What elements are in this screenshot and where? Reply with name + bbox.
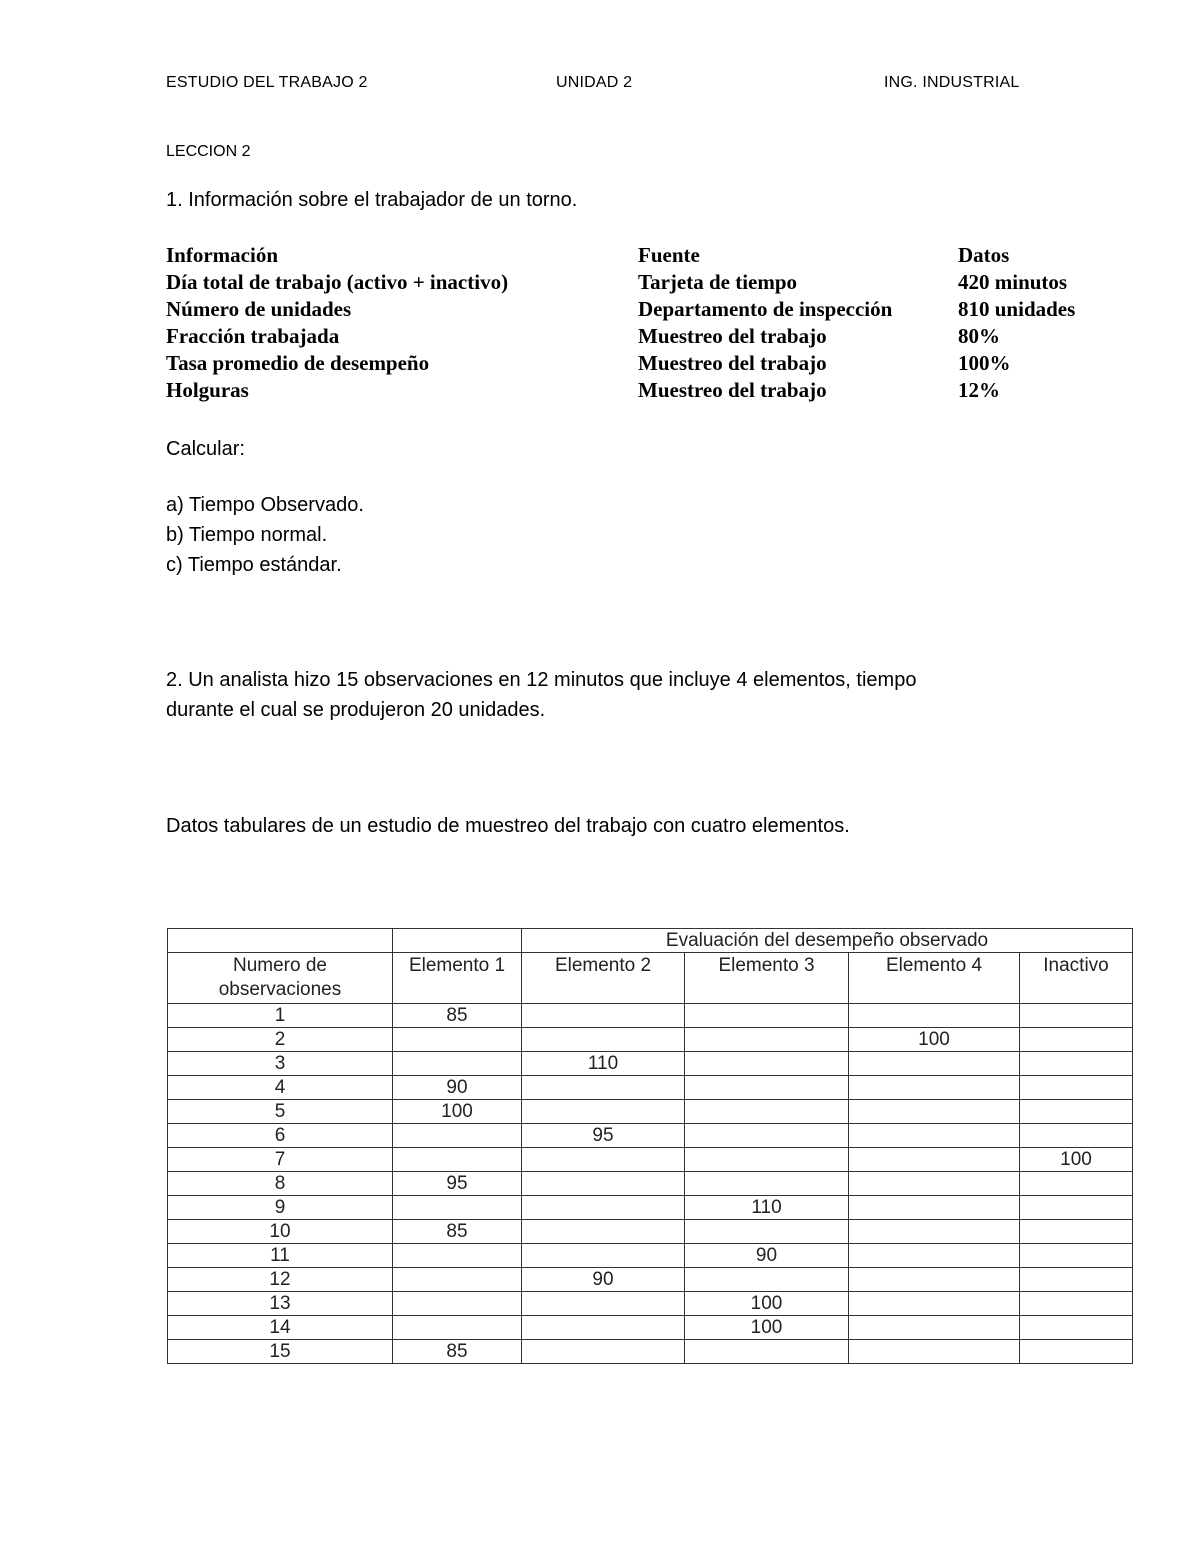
info-cell-source: Departamento de inspección bbox=[638, 297, 893, 321]
cell-inactive bbox=[1020, 1220, 1133, 1244]
observation-table bbox=[167, 928, 1133, 1364]
cell-inactive bbox=[1020, 1316, 1133, 1340]
cell-element-4 bbox=[849, 1220, 1020, 1244]
info-cell-value: 100% bbox=[958, 351, 1011, 375]
table-row bbox=[168, 1028, 1133, 1052]
problem2-line1: 2. Un analista hizo 15 observaciones en 12 minutos que incluye 4 elementos, tiempo bbox=[166, 669, 917, 691]
col-header-obs-line1: Numero de bbox=[233, 955, 327, 976]
info-cell-info: Día total de trabajo (activo + inactivo) bbox=[166, 270, 509, 294]
cell-inactive bbox=[1020, 1124, 1133, 1148]
col-header-element-1: Elemento 1 bbox=[393, 953, 522, 1004]
cell-inactive bbox=[1020, 1340, 1133, 1364]
info-table-row bbox=[166, 377, 1108, 404]
cell-obs-number: 1 bbox=[168, 1004, 393, 1028]
info-header-value: Datos bbox=[958, 243, 1010, 267]
cell-element-3 bbox=[685, 1172, 849, 1196]
cell-element-2 bbox=[522, 1004, 685, 1028]
cell-element-1 bbox=[393, 1268, 522, 1292]
cell-element-2 bbox=[522, 1340, 685, 1364]
cell-element-4 bbox=[849, 1124, 1020, 1148]
col-header-obs-line2: observaciones bbox=[218, 979, 342, 1000]
cell-element-2: 95 bbox=[522, 1124, 685, 1148]
info-header-info: Información bbox=[166, 243, 278, 267]
cell-element-4 bbox=[849, 1052, 1020, 1076]
table-row bbox=[168, 1340, 1133, 1364]
lesson-title: LECCION 2 bbox=[166, 143, 251, 160]
cell-element-2 bbox=[522, 1316, 685, 1340]
info-cell-value: 420 minutos bbox=[958, 270, 1068, 294]
calc-item-c: c) Tiempo estándar. bbox=[166, 554, 342, 576]
cell-element-4 bbox=[849, 1292, 1020, 1316]
blank-header-cell bbox=[393, 929, 522, 953]
info-table-header bbox=[166, 242, 1108, 269]
cell-element-2 bbox=[522, 1076, 685, 1100]
cell-element-1: 85 bbox=[393, 1004, 522, 1028]
cell-element-2 bbox=[522, 1292, 685, 1316]
info-cell-value: 12% bbox=[958, 378, 1000, 402]
cell-element-3 bbox=[685, 1340, 849, 1364]
cell-element-4 bbox=[849, 1244, 1020, 1268]
info-cell-value: 80% bbox=[958, 324, 1000, 348]
cell-element-2 bbox=[522, 1148, 685, 1172]
info-header-source: Fuente bbox=[638, 243, 700, 267]
cell-element-3 bbox=[685, 1220, 849, 1244]
cell-obs-number: 4 bbox=[168, 1076, 393, 1100]
cell-element-1 bbox=[393, 1148, 522, 1172]
cell-obs-number: 2 bbox=[168, 1028, 393, 1052]
cell-element-1 bbox=[393, 1124, 522, 1148]
problem2-line2: durante el cual se produjeron 20 unidades. bbox=[166, 699, 546, 721]
calc-item-b: b) Tiempo normal. bbox=[166, 524, 328, 546]
info-table-row bbox=[166, 350, 1108, 377]
cell-element-4 bbox=[849, 1100, 1020, 1124]
cell-element-2: 90 bbox=[522, 1268, 685, 1292]
cell-inactive bbox=[1020, 1004, 1133, 1028]
cell-element-1: 95 bbox=[393, 1172, 522, 1196]
col-header-element-4: Elemento 4 bbox=[849, 953, 1020, 1004]
cell-element-3 bbox=[685, 1268, 849, 1292]
info-table-row bbox=[166, 296, 1108, 323]
info-cell-source: Muestreo del trabajo bbox=[638, 324, 827, 348]
cell-element-3 bbox=[685, 1028, 849, 1052]
cell-obs-number: 8 bbox=[168, 1172, 393, 1196]
cell-inactive bbox=[1020, 1244, 1133, 1268]
cell-element-3: 90 bbox=[685, 1244, 849, 1268]
cell-inactive bbox=[1020, 1028, 1133, 1052]
cell-element-3: 100 bbox=[685, 1316, 849, 1340]
cell-element-1: 85 bbox=[393, 1220, 522, 1244]
column-header-row bbox=[168, 953, 1133, 1004]
problem2-subtitle: Datos tabulares de un estudio de muestreo del trabajo con cuatro elementos. bbox=[166, 815, 850, 837]
problem1-title: 1. Información sobre el trabajador de un torno. bbox=[166, 189, 578, 211]
cell-element-1 bbox=[393, 1316, 522, 1340]
table-row bbox=[168, 1316, 1133, 1340]
calc-item-a: a) Tiempo Observado. bbox=[166, 494, 364, 516]
group-header: Evaluación del desempeño observado bbox=[522, 929, 1133, 953]
cell-element-4 bbox=[849, 1148, 1020, 1172]
cell-element-2 bbox=[522, 1172, 685, 1196]
cell-element-3 bbox=[685, 1100, 849, 1124]
header-program: ING. INDUSTRIAL bbox=[884, 74, 1020, 91]
cell-obs-number: 5 bbox=[168, 1100, 393, 1124]
col-header-element-2: Elemento 2 bbox=[522, 953, 685, 1004]
cell-element-1: 100 bbox=[393, 1100, 522, 1124]
table-row bbox=[168, 1100, 1133, 1124]
cell-element-1 bbox=[393, 1244, 522, 1268]
col-header-element-3: Elemento 3 bbox=[685, 953, 849, 1004]
cell-element-1 bbox=[393, 1052, 522, 1076]
header-course: ESTUDIO DEL TRABAJO 2 bbox=[166, 74, 368, 91]
cell-element-3: 110 bbox=[685, 1196, 849, 1220]
table-row bbox=[168, 1052, 1133, 1076]
info-cell-value: 810 unidades bbox=[958, 297, 1076, 321]
cell-element-4 bbox=[849, 1316, 1020, 1340]
cell-obs-number: 13 bbox=[168, 1292, 393, 1316]
cell-element-3 bbox=[685, 1148, 849, 1172]
cell-obs-number: 6 bbox=[168, 1124, 393, 1148]
blank-header-cell bbox=[168, 929, 393, 953]
info-cell-source: Muestreo del trabajo bbox=[638, 378, 827, 402]
cell-inactive bbox=[1020, 1196, 1133, 1220]
info-table-row bbox=[166, 323, 1108, 350]
table-row bbox=[168, 1004, 1133, 1028]
cell-inactive bbox=[1020, 1100, 1133, 1124]
table-row bbox=[168, 1148, 1133, 1172]
info-cell-info: Tasa promedio de desempeño bbox=[166, 351, 430, 375]
table-row bbox=[168, 1268, 1133, 1292]
cell-element-3 bbox=[685, 1004, 849, 1028]
table-row bbox=[168, 1196, 1133, 1220]
cell-obs-number: 7 bbox=[168, 1148, 393, 1172]
header-unit: UNIDAD 2 bbox=[556, 74, 633, 91]
cell-element-2 bbox=[522, 1220, 685, 1244]
cell-element-4 bbox=[849, 1172, 1020, 1196]
info-cell-source: Muestreo del trabajo bbox=[638, 351, 827, 375]
cell-element-3 bbox=[685, 1124, 849, 1148]
cell-element-1 bbox=[393, 1196, 522, 1220]
cell-inactive bbox=[1020, 1292, 1133, 1316]
cell-obs-number: 3 bbox=[168, 1052, 393, 1076]
cell-element-4 bbox=[849, 1076, 1020, 1100]
cell-element-1 bbox=[393, 1292, 522, 1316]
cell-element-1 bbox=[393, 1028, 522, 1052]
cell-inactive: 100 bbox=[1020, 1148, 1133, 1172]
group-header-row bbox=[168, 929, 1133, 953]
table-row bbox=[168, 1292, 1133, 1316]
info-cell-info: Holguras bbox=[166, 378, 249, 402]
table-row bbox=[168, 1220, 1133, 1244]
cell-element-4 bbox=[849, 1340, 1020, 1364]
info-cell-info: Número de unidades bbox=[166, 297, 352, 321]
col-header-inactive: Inactivo bbox=[1020, 953, 1133, 1004]
info-cell-source: Tarjeta de tiempo bbox=[638, 270, 798, 294]
info-cell-info: Fracción trabajada bbox=[166, 324, 340, 348]
cell-element-4 bbox=[849, 1196, 1020, 1220]
cell-inactive bbox=[1020, 1268, 1133, 1292]
cell-element-3: 100 bbox=[685, 1292, 849, 1316]
cell-element-2 bbox=[522, 1196, 685, 1220]
table-row bbox=[168, 1172, 1133, 1196]
info-table bbox=[166, 242, 1108, 404]
cell-obs-number: 11 bbox=[168, 1244, 393, 1268]
cell-obs-number: 10 bbox=[168, 1220, 393, 1244]
cell-element-2 bbox=[522, 1100, 685, 1124]
cell-obs-number: 12 bbox=[168, 1268, 393, 1292]
cell-obs-number: 9 bbox=[168, 1196, 393, 1220]
cell-element-4: 100 bbox=[849, 1028, 1020, 1052]
cell-element-1: 85 bbox=[393, 1340, 522, 1364]
cell-inactive bbox=[1020, 1076, 1133, 1100]
cell-element-2 bbox=[522, 1244, 685, 1268]
cell-inactive bbox=[1020, 1052, 1133, 1076]
cell-element-4 bbox=[849, 1004, 1020, 1028]
info-table-row bbox=[166, 269, 1108, 296]
cell-obs-number: 15 bbox=[168, 1340, 393, 1364]
calc-label: Calcular: bbox=[166, 438, 245, 460]
cell-element-3 bbox=[685, 1076, 849, 1100]
cell-element-1: 90 bbox=[393, 1076, 522, 1100]
table-row bbox=[168, 1244, 1133, 1268]
cell-element-3 bbox=[685, 1052, 849, 1076]
cell-inactive bbox=[1020, 1172, 1133, 1196]
cell-obs-number: 14 bbox=[168, 1316, 393, 1340]
table-row bbox=[168, 1124, 1133, 1148]
table-row bbox=[168, 1076, 1133, 1100]
cell-element-2 bbox=[522, 1028, 685, 1052]
cell-element-2: 110 bbox=[522, 1052, 685, 1076]
cell-element-4 bbox=[849, 1268, 1020, 1292]
col-header-observations bbox=[168, 953, 393, 1004]
